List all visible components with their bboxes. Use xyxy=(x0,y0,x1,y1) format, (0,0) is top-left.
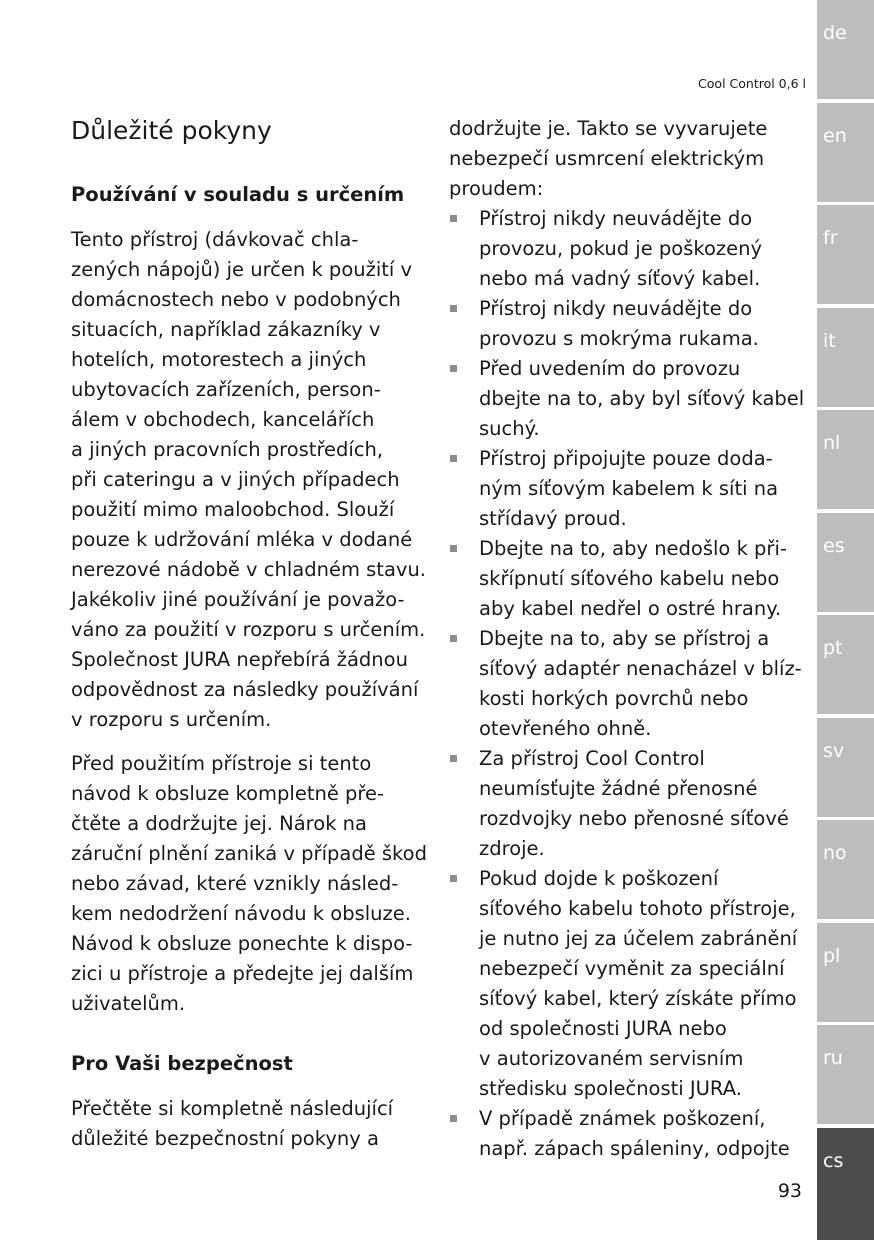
text-line: Za přístroj Cool Control xyxy=(479,747,705,770)
bullet-item xyxy=(449,444,805,534)
square-bullet-icon xyxy=(450,635,457,642)
text-line: álem v obchodech, kancelářích xyxy=(71,408,375,431)
language-tab-de[interactable]: de xyxy=(817,0,874,99)
text-line: otevřeného ohně. xyxy=(479,717,652,740)
language-tab-it[interactable]: it xyxy=(817,308,874,407)
square-bullet-icon xyxy=(450,1115,457,1122)
paragraph-intended-use xyxy=(71,225,431,735)
language-tab-pt[interactable]: pt xyxy=(817,615,874,714)
text-line: v rozporu s určením. xyxy=(71,708,272,731)
text-line: Společnost JURA nepřebírá žádnou xyxy=(71,648,408,671)
language-tab-cs[interactable]: cs xyxy=(817,1128,874,1240)
text-line: provozu, pokud je poškozený xyxy=(479,237,763,260)
text-line: nebezpečí vyměnit za speciální xyxy=(479,957,785,980)
text-line: hotelích, motorestech a jiných xyxy=(71,348,367,371)
page-heading: Důležité pokyny xyxy=(71,116,272,145)
text-line: zdroje. xyxy=(479,837,545,860)
text-line: Dbejte na to, aby se přístroj a xyxy=(479,627,770,650)
text-line: situacích, například zákazníky v xyxy=(71,318,381,341)
text-line: je nutno jej za účelem zabránění xyxy=(479,927,798,950)
text-line: rozdvojky nebo přenosné síťové xyxy=(479,807,789,830)
text-line: Přečtěte si kompletně následující xyxy=(71,1097,394,1120)
text-line: od společnosti JURA nebo xyxy=(479,1017,727,1040)
language-tab-sv[interactable]: sv xyxy=(817,718,874,817)
text-line: suchý. xyxy=(479,417,540,440)
text-line: návod k obsluze kompletně pře- xyxy=(71,782,385,805)
square-bullet-icon xyxy=(450,455,457,462)
section-title-intended-use: Používání v souladu s určením xyxy=(71,183,405,206)
text-line: při cateringu a v jiných případech xyxy=(71,468,400,491)
text-line: Tento přístroj (dávkovač chla- xyxy=(71,228,359,251)
running-header-title: Cool Control 0,6 l xyxy=(698,76,806,91)
text-line: Jakékoliv jiné používání je považo- xyxy=(71,588,405,611)
text-line: domácnostech nebo v podobných xyxy=(71,288,401,311)
text-line: Dbejte na to, aby nedošlo k při- xyxy=(479,537,787,560)
language-tab-bar xyxy=(817,0,874,1240)
text-line: nebo má vadný síťový kabel. xyxy=(479,267,761,290)
bullet-item xyxy=(449,534,805,624)
square-bullet-icon xyxy=(450,305,457,312)
language-tab-fr[interactable]: fr xyxy=(817,205,874,304)
text-line: zených nápojů) je určen k použití v xyxy=(71,258,413,281)
text-line: síťový adaptér nenacházel v blíz- xyxy=(479,657,802,680)
text-line: síťového kabelu tohoto přístroje, xyxy=(479,897,796,920)
bullet-item xyxy=(449,1104,805,1164)
text-line: uživatelům. xyxy=(71,992,186,1015)
text-line: nebezpečí usmrcení elektrickým xyxy=(449,147,765,170)
language-tab-no[interactable]: no xyxy=(817,820,874,919)
text-line: skřípnutí síťového kabelu nebo xyxy=(479,567,780,590)
square-bullet-icon xyxy=(450,215,457,222)
text-line: odpovědnost za následky používání xyxy=(71,678,419,701)
square-bullet-icon xyxy=(450,755,457,762)
language-tab-ru[interactable]: ru xyxy=(817,1025,874,1124)
bullet-item xyxy=(449,354,805,444)
text-line: Pokud dojde k poškození xyxy=(479,867,719,890)
text-line: dbejte na to, aby byl síťový kabel xyxy=(479,387,805,410)
language-tab-en[interactable]: en xyxy=(817,103,874,202)
text-line: ným síťovým kabelem k síti na xyxy=(479,477,779,500)
square-bullet-icon xyxy=(450,545,457,552)
square-bullet-icon xyxy=(450,875,457,882)
right-column xyxy=(449,114,805,1164)
left-column xyxy=(71,112,431,1168)
text-line: proudem: xyxy=(449,177,544,200)
language-tab-pl[interactable]: pl xyxy=(817,923,874,1022)
text-line: důležité bezpečnostní pokyny a xyxy=(71,1127,379,1150)
text-line: V případě známek poškození, xyxy=(479,1107,766,1130)
text-line: neumísťujte žádné přenosné xyxy=(479,777,758,800)
text-line: nerezové nádobě v chladném stavu. xyxy=(71,558,426,581)
bullet-item xyxy=(449,204,805,294)
text-line: použití mimo maloobchod. Slouží xyxy=(71,498,395,521)
text-line: např. zápach spáleniny, odpojte xyxy=(479,1137,790,1160)
text-line: dodržujte je. Takto se vyvarujete xyxy=(449,117,768,140)
paragraph-safety-continued xyxy=(449,114,805,204)
text-line: Přístroj připojujte pouze doda- xyxy=(479,447,773,470)
language-tab-nl[interactable]: nl xyxy=(817,410,874,509)
text-line: síťový kabel, který získáte přímo xyxy=(479,987,797,1010)
text-line: pouze k udržování mléka v dodané xyxy=(71,528,413,551)
text-line: záruční plnění zaniká v případě škod xyxy=(71,842,427,865)
square-bullet-icon xyxy=(450,365,457,372)
text-line: provozu s mokrýma rukama. xyxy=(479,327,759,350)
bullet-item xyxy=(449,864,805,1104)
text-line: váno za použití v rozporu s určením. xyxy=(71,618,426,641)
text-line: Přístroj nikdy neuvádějte do xyxy=(479,297,753,320)
text-line: kosti horkých povrchů nebo xyxy=(479,687,749,710)
text-line: Přístroj nikdy neuvádějte do xyxy=(479,207,753,230)
text-line: kem nedodržení návodu k obsluze. xyxy=(71,902,411,925)
text-line: zici u přístroje a předejte jej dalším xyxy=(71,962,414,985)
text-line: v autorizovaném servisním xyxy=(479,1047,744,1070)
text-line: aby kabel nedřel o ostré hrany. xyxy=(479,597,782,620)
text-line: středisku společnosti JURA. xyxy=(479,1077,742,1100)
bullet-item xyxy=(449,744,805,864)
paragraph-read-manual xyxy=(71,749,431,1019)
text-line: ubytovacích zařízeních, person- xyxy=(71,378,381,401)
text-line: Před použitím přístroje si tento xyxy=(71,752,372,775)
text-line: nebo závad, které vznikly násled- xyxy=(71,872,399,895)
bullet-item xyxy=(449,294,805,354)
text-line: a jiných pracovních prostředích, xyxy=(71,438,384,461)
text-line: střídavý proud. xyxy=(479,507,627,530)
text-line: čtěte a dodržujte jej. Nárok na xyxy=(71,812,367,835)
text-line: Návod k obsluze ponechte k dispo- xyxy=(71,932,413,955)
bullet-item xyxy=(449,624,805,744)
paragraph-safety-intro xyxy=(71,1094,431,1154)
page-number: 93 xyxy=(777,1180,802,1202)
section-title-safety: Pro Vaši bezpečnost xyxy=(71,1052,293,1075)
text-line: Před uvedením do provozu xyxy=(479,357,741,380)
language-tab-es[interactable]: es xyxy=(817,513,874,612)
safety-bullet-list xyxy=(449,204,805,1164)
